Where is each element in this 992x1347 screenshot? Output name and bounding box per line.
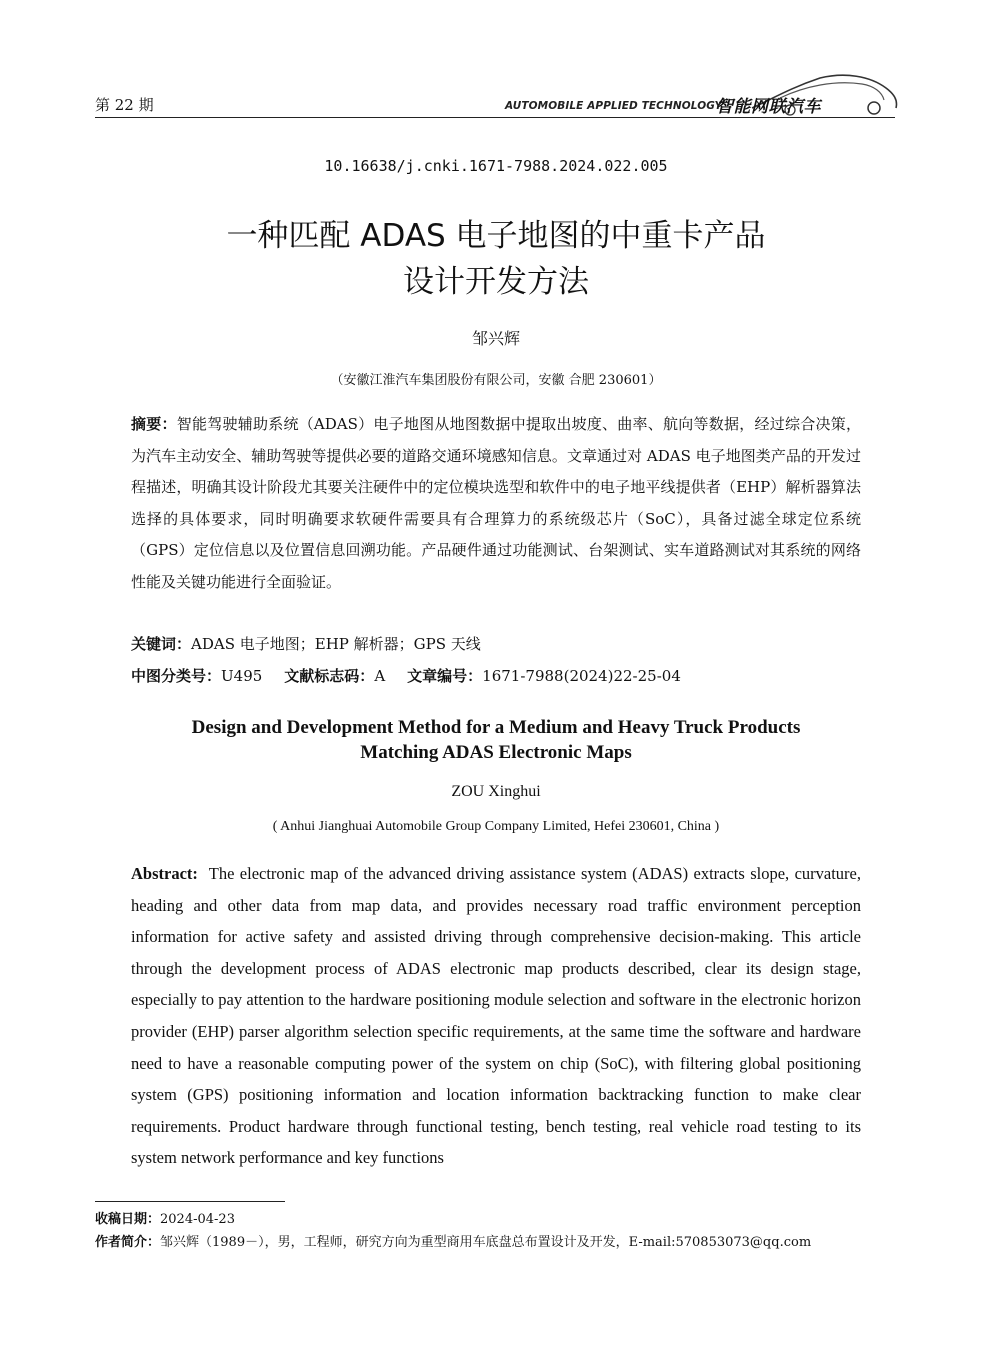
abstract-en-label: Abstract: [131,864,198,883]
doc-code-value: A [374,667,386,685]
abstract-cn-text: 智能驾驶辅助系统（ADAS）电子地图从地图数据中提取出坡度、曲率、航向等数据，经过综合决策，为汽车主动安全、辅助驾驶等提供必要的道路交通环境感知信息。文章通过对 ADAS 电子地图类产品的开发过程描述，明确其设计阶段尤其要关注硬件中的定位模块选型和软件中的电子地平线提供者（EHP）解析器算法选择的具体要求，同时明确要求软硬件需要具有合理算力的系统级芯片（SoC），具备过滤全球定位系统（GPS）定位信息以及位置信息回溯功能。产品硬件通过功能测试、台架测试、实车道路测试对其系统的网络性能及关键功能进行全面验证。 [131,415,861,591]
author-cn: 邹兴辉 [471,329,520,348]
issue-number: 第 22 期 [95,96,154,114]
title-cn-line2: 设计开发方法 [403,264,589,300]
footnote-divider [95,1201,285,1202]
doc-code-label: 文献标志码： [284,667,375,685]
abstract-cn [131,409,861,598]
keywords-label: 关键词： [131,635,192,653]
abstract-en-text: The electronic map of the advanced driving assistance system (ADAS) extracts slope, curvature, heading and other data from map data, and provides necessary road traffic environment perception information for active safety and assisted driving through comprehensive decision-making. This article through the development process of ADAS electronic map products described, clear its design stage, especially to pay attention to the hardware positioning module selection and software in the electronic horizon provider (EHP) parser algorithm selection specific requirements, at the same time the software and hardware need to have a reasonable computing power of the system on chip (SoC), with filtering global positioning system (GPS) positioning information and location information backtracking function to make clear requirements. Product hardware through functional testing, bench testing, real vehicle road testing to its system network performance and key functions [131,864,861,1168]
bio-value: 邹兴辉（1989－），男，工程师，研究方向为重型商用车底盘总布置设计及开发，E-mail:570853073@qq.com [160,1235,812,1250]
header-divider [95,117,895,118]
classification-line [131,661,861,693]
title-en-line2: Matching ADAS Electronic Maps [360,742,632,763]
article-number-label: 文章编号： [407,667,483,685]
clc-value: U495 [221,667,263,685]
title-cn-line1: 一种匹配 ADAS 电子地图的中重卡产品 [226,218,766,254]
received-label: 收稿日期： [95,1212,161,1227]
title-en-line1: Design and Development Method for a Medium and Heavy Truck Products [191,717,801,738]
journal-name-en: AUTOMOBILE APPLIED TECHNOLOGY [505,100,723,112]
abstract-en [131,858,861,1174]
author-bio [95,1231,811,1250]
keywords-text: ADAS 电子地图；EHP 解析器；GPS 天线 [191,635,481,653]
article-number-value: 1671-7988(2024)22-25-04 [482,667,681,685]
keywords [131,629,861,661]
received-value: 2024-04-23 [160,1212,235,1227]
received-date [95,1208,235,1227]
abstract-cn-label: 摘要： [131,415,177,433]
affiliation-en: ( Anhui Jianghuai Automobile Group Company Limited, Hefei 230601, China ) [272,819,720,834]
bio-label: 作者简介： [95,1235,161,1250]
affiliation-cn: （安徽江淮汽车集团股份有限公司，安徽 合肥 230601） [330,373,662,388]
author-en: ZOU Xinghui [451,783,541,800]
clc-label: 中图分类号： [131,667,222,685]
journal-name-cn: 智能网联汽车 [716,97,821,117]
doi: 10.16638/j.cnki.1671-7988.2024.022.005 [324,157,668,175]
